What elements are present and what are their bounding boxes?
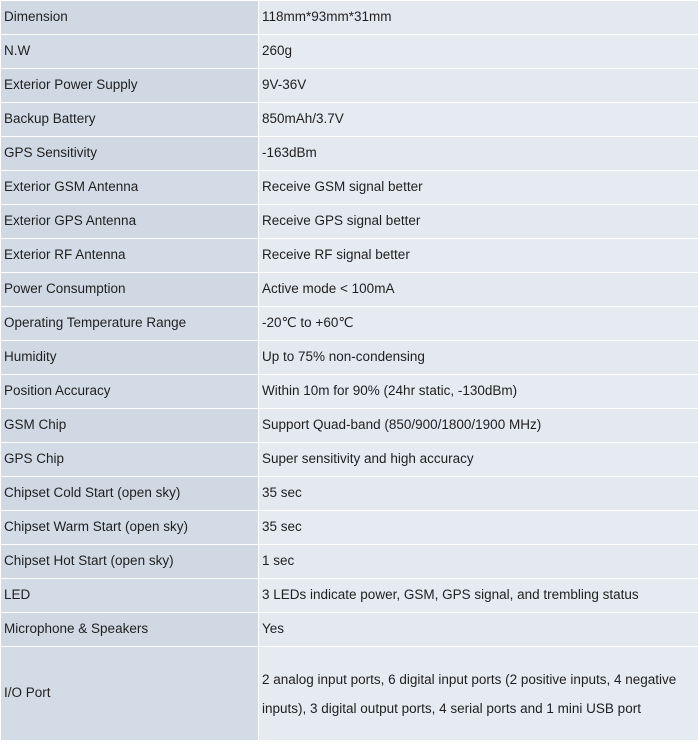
spec-table-body (1, 1, 699, 741)
table-row (1, 69, 699, 103)
spec-value-position-accuracy: Within 10m for 90% (24hr static, -130dBm) (259, 375, 699, 409)
spec-value-io-port: 2 analog input ports, 6 digital input ports (2 positive inputs, 4 negative inputs), 3 digital output ports, 4 serial ports and 1 mini USB port (259, 647, 699, 741)
spec-value-backup-battery: 850mAh/3.7V (259, 103, 699, 137)
spec-label-power-supply: Exterior Power Supply (1, 69, 259, 103)
spec-label-position-accuracy: Position Accuracy (1, 375, 259, 409)
table-row (1, 307, 699, 341)
table-row (1, 511, 699, 545)
spec-label-gps-chip: GPS Chip (1, 443, 259, 477)
spec-value-humidity: Up to 75% non-condensing (259, 341, 699, 375)
spec-value-warm-start: 35 sec (259, 511, 699, 545)
table-row (1, 613, 699, 647)
spec-label-dimension: Dimension (1, 1, 259, 35)
table-row (1, 409, 699, 443)
spec-value-led: 3 LEDs indicate power, GSM, GPS signal, and trembling status (259, 579, 699, 613)
table-row (1, 647, 699, 741)
spec-label-gsm-antenna: Exterior GSM Antenna (1, 171, 259, 205)
spec-value-power-consumption: Active mode < 100mA (259, 273, 699, 307)
table-row (1, 341, 699, 375)
spec-label-gps-antenna: Exterior GPS Antenna (1, 205, 259, 239)
spec-value-gsm-antenna: Receive GSM signal better (259, 171, 699, 205)
spec-value-dimension: 118mm*93mm*31mm (259, 1, 699, 35)
spec-label-operating-temperature: Operating Temperature Range (1, 307, 259, 341)
spec-label-cold-start: Chipset Cold Start (open sky) (1, 477, 259, 511)
spec-label-humidity: Humidity (1, 341, 259, 375)
spec-label-rf-antenna: Exterior RF Antenna (1, 239, 259, 273)
spec-label-warm-start: Chipset Warm Start (open sky) (1, 511, 259, 545)
table-row (1, 545, 699, 579)
spec-label-gps-sensitivity: GPS Sensitivity (1, 137, 259, 171)
table-row (1, 35, 699, 69)
table-row (1, 171, 699, 205)
spec-value-gps-chip: Super sensitivity and high accuracy (259, 443, 699, 477)
table-row (1, 1, 699, 35)
spec-label-backup-battery: Backup Battery (1, 103, 259, 137)
spec-value-hot-start: 1 sec (259, 545, 699, 579)
spec-value-operating-temperature: -20℃ to +60℃ (259, 307, 699, 341)
spec-value-power-supply: 9V-36V (259, 69, 699, 103)
spec-label-net-weight: N.W (1, 35, 259, 69)
spec-value-rf-antenna: Receive RF signal better (259, 239, 699, 273)
spec-value-net-weight: 260g (259, 35, 699, 69)
spec-label-gsm-chip: GSM Chip (1, 409, 259, 443)
spec-label-io-port: I/O Port (1, 647, 259, 741)
spec-label-microphone-speakers: Microphone & Speakers (1, 613, 259, 647)
spec-label-hot-start: Chipset Hot Start (open sky) (1, 545, 259, 579)
table-row (1, 205, 699, 239)
spec-value-gps-antenna: Receive GPS signal better (259, 205, 699, 239)
table-row (1, 443, 699, 477)
table-row (1, 477, 699, 511)
table-row (1, 137, 699, 171)
spec-label-led: LED (1, 579, 259, 613)
spec-value-microphone-speakers: Yes (259, 613, 699, 647)
table-row (1, 375, 699, 409)
spec-label-power-consumption: Power Consumption (1, 273, 259, 307)
spec-value-gsm-chip: Support Quad-band (850/900/1800/1900 MHz) (259, 409, 699, 443)
table-row (1, 579, 699, 613)
table-row (1, 273, 699, 307)
table-row (1, 103, 699, 137)
table-row (1, 239, 699, 273)
spec-value-cold-start: 35 sec (259, 477, 699, 511)
spec-value-gps-sensitivity: -163dBm (259, 137, 699, 171)
